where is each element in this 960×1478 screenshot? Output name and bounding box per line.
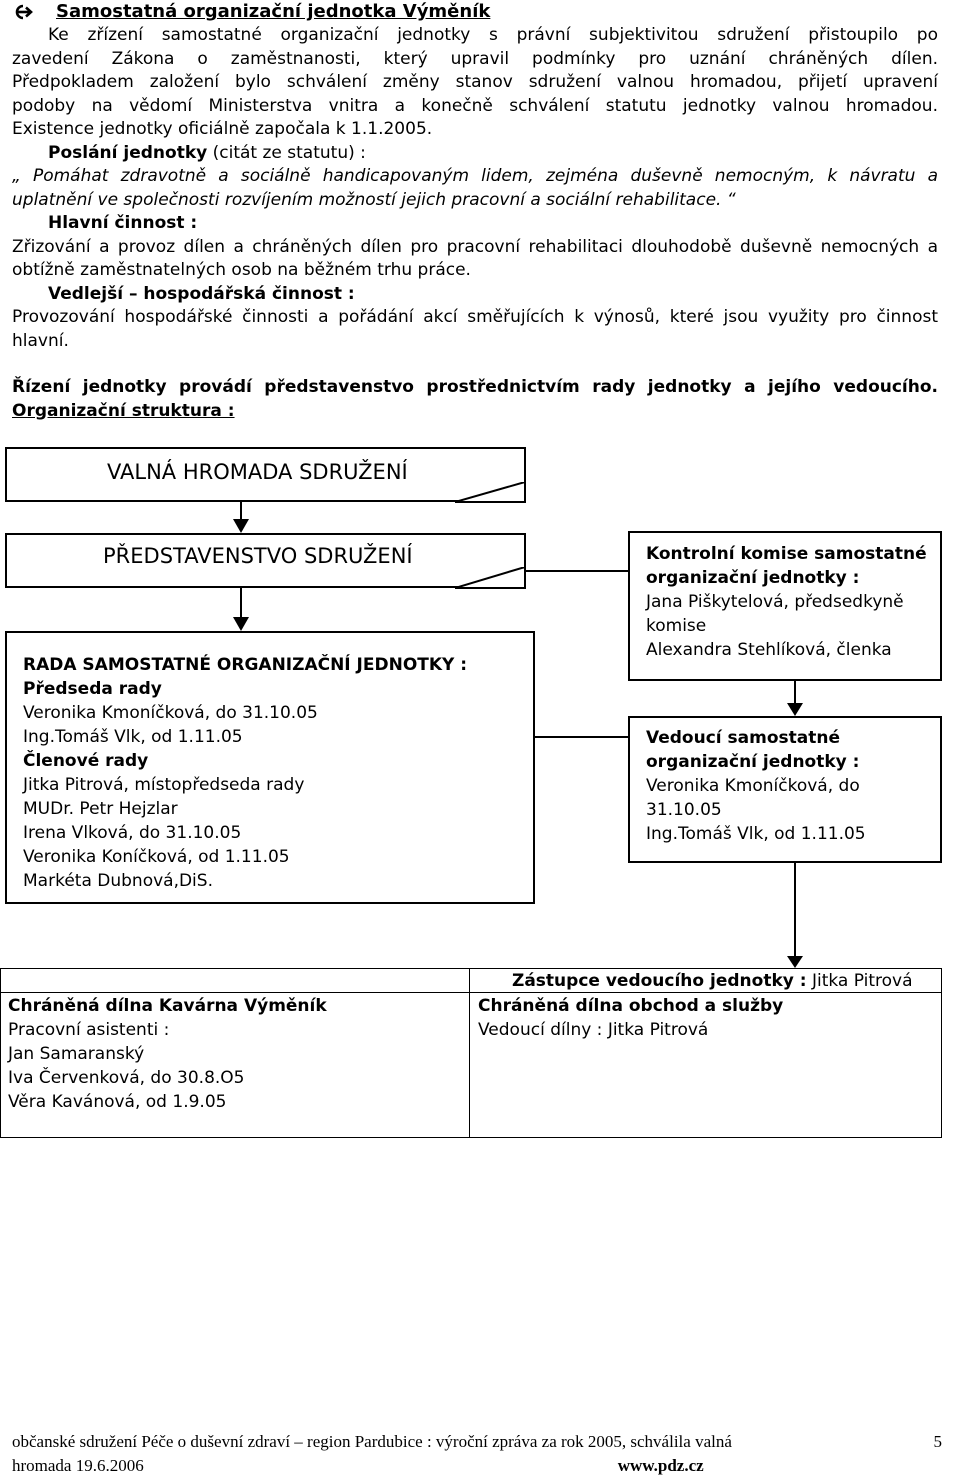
arrow-down-icon: [787, 956, 803, 968]
deputy-line: [512, 970, 912, 992]
page-fold-corner: [455, 482, 527, 503]
cafe-assistants-label: Pracovní asistenti :: [8, 1020, 170, 1040]
council-member: Veronika Koníčková, od 1.11.05: [23, 847, 290, 867]
board-box: [5, 533, 526, 588]
head-title: organizační jednotky :: [646, 752, 860, 772]
side-activity-text: Provozování hospodářské činnosti a pořádání akcí směřujících k výnosů, které jsou využity pro činnost hlavní.: [12, 307, 938, 351]
council-member: MUDr. Petr Hejzlar: [23, 799, 178, 819]
council-member: Irena Vlková, do 31.10.05: [23, 823, 242, 843]
board-title: PŘEDSTAVENSTVO SDRUŽENÍ: [103, 544, 413, 568]
mission-quote: „ Pomáhat zdravotně a sociálně handicapovaným lidem, zejména duševně nemocným, k návratu a uplatnění ve společnosti rozvíjením možností jejich pracovní a sociální rehabilitace. “: [12, 166, 938, 210]
main-activity-label: Hlavní činnost :: [48, 213, 198, 233]
workshops-divider: [0, 992, 469, 993]
arrow-down-icon: [233, 519, 249, 533]
workshops-divider: [469, 992, 942, 993]
arrow-down-icon: [787, 703, 803, 716]
control-member: Jana Piškytelová, předsedkyně: [646, 592, 904, 612]
connector-line: [794, 863, 796, 958]
intro-line: podoby na vědomí Ministerstva vnitra a konečně schválení statutu jednotky valnou hromadou.: [12, 95, 938, 116]
council-chair-label: Předseda rady: [23, 679, 162, 699]
council-members-label: Členové rady: [23, 751, 149, 771]
cafe-assistant: Iva Červenková, do 30.8.O5: [8, 1068, 245, 1088]
council-box: [5, 631, 535, 904]
arrow-down-icon: [233, 617, 249, 631]
control-title: Kontrolní komise samostatné: [646, 544, 927, 564]
shop-leader: Vedoucí dílny : Jitka Pitrová: [478, 1020, 709, 1040]
deputy-name: Jitka Pitrová: [811, 971, 913, 991]
footer-text: občanské sdružení Péče o duševní zdraví – region Pardubice : výroční zpráva za rok 2005, schválila valná: [12, 1432, 732, 1451]
arrow-right-icon: [12, 3, 56, 21]
council-member: Markéta Dubnová,DiS.: [23, 871, 213, 891]
mission-source: (citát ze statutu) :: [212, 142, 366, 163]
cafe-workshop: [8, 994, 327, 1114]
unit-head-content: [646, 726, 866, 846]
shop-workshop: [478, 994, 783, 1042]
control-committee-content: [646, 542, 927, 662]
general-assembly-box: [5, 447, 526, 502]
cafe-title: Chráněná dílna Kavárna Výměník: [8, 996, 327, 1016]
management-text: Řízení jednotky provádí představenstvo prostřednictvím rady jednotky a jejího vedoucího.: [12, 377, 938, 397]
shop-title: Chráněná dílna obchod a služby: [478, 996, 784, 1016]
intro-line: Ke zřízení samostatné organizační jednotky s právní subjektivitou sdružení přistoupilo po: [48, 25, 938, 45]
website-link[interactable]: www.pdz.cz: [617, 1456, 704, 1475]
footer: [12, 1430, 942, 1478]
connector-line: [526, 570, 628, 572]
council-chair: Ing.Tomáš Vlk, od 1.11.05: [23, 727, 243, 747]
head-person: Ing.Tomáš Vlk, od 1.11.05: [646, 824, 866, 844]
deputy-label: Zástupce vedoucího jednotky :: [512, 971, 807, 991]
cafe-assistant: Věra Kavánová, od 1.9.05: [8, 1092, 227, 1112]
head-person: 31.10.05: [646, 800, 722, 820]
general-assembly-title: VALNÁ HROMADA SDRUŽENÍ: [107, 460, 408, 484]
page-number: 5: [933, 1432, 942, 1451]
section-heading: [12, 0, 938, 24]
council-title: RADA SAMOSTATNÉ ORGANIZAČNÍ JEDNOTKY :: [23, 655, 468, 675]
head-title: Vedoucí samostatné: [646, 728, 840, 748]
control-committee-box: [628, 531, 942, 681]
document-body: [12, 0, 938, 423]
head-person: Veronika Kmoníčková, do: [646, 776, 860, 796]
council-content: [23, 653, 467, 893]
footer-text: hromada 19.6.2006: [12, 1456, 144, 1475]
mission-label: Poslání jednotky: [48, 142, 208, 163]
control-title: organizační jednotky :: [646, 568, 860, 588]
main-activity-text: Zřizování a provoz dílen a chráněných dílen pro pracovní rehabilitaci dlouhodobě duševně nemocných a obtížně zaměstnatelných osob na běžném trhu práce.: [12, 236, 938, 280]
council-member: Jitka Pitrová, místopředseda rady: [23, 775, 305, 795]
workshops-divider: [469, 968, 470, 1138]
intro-line: Existence jednotky oficiálně započala k 1.1.2005.: [12, 119, 433, 139]
connector-line: [240, 588, 242, 618]
control-member: Alexandra Stehlíková, členka: [646, 640, 892, 660]
structure-label: Organizační struktura :: [12, 400, 235, 421]
section-title: Samostatná organizační jednotka Výměník: [56, 1, 491, 23]
page-fold-corner: [455, 567, 527, 589]
council-chair: Veronika Kmoníčková, do 31.10.05: [23, 703, 318, 723]
connector-line: [535, 736, 628, 738]
unit-head-box: [628, 716, 942, 863]
connector-line: [794, 681, 796, 705]
side-activity-label: Vedlejší – hospodářská činnost :: [48, 283, 355, 304]
cafe-assistant: Jan Samaranský: [8, 1044, 145, 1064]
intro-line: zavedení Zákona o zaměstnanosti, který upravil podmínky pro uznání chráněných dílen.: [12, 48, 938, 69]
intro-line: Předpokladem založení bylo schválení změny stanov sdružení valnou hromadou, přijetí upravení: [12, 72, 938, 92]
mission-heading: [12, 142, 938, 166]
control-member: komise: [646, 616, 707, 636]
